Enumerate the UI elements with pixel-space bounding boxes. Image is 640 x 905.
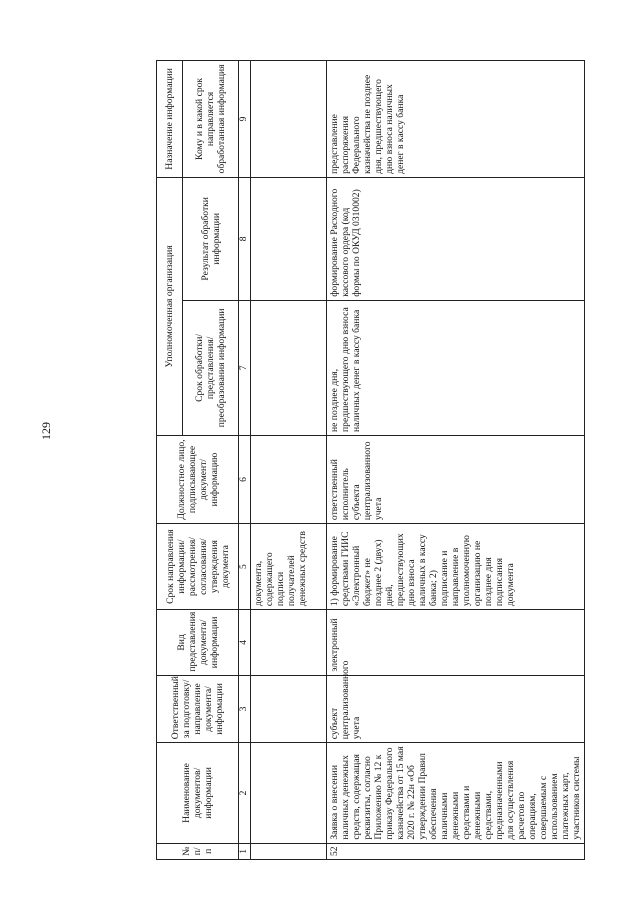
cell-empty bbox=[251, 300, 327, 435]
registry-table bbox=[156, 60, 585, 860]
cell-empty bbox=[251, 435, 327, 523]
column-number: 7 bbox=[239, 300, 251, 435]
cell-recipient: представление распоряжения Федерального казначейства не позднее дня, предшествующего дню взноса наличных денег в кассу банка bbox=[327, 61, 585, 178]
header-row-1 bbox=[157, 61, 183, 860]
header-recipient: Кому и в какой срок направляется обработанная информация bbox=[183, 61, 239, 178]
column-number: 6 bbox=[239, 435, 251, 523]
table-row-52 bbox=[327, 61, 585, 860]
cell-processing-deadline: не позднее дня, предшествующего дню взноса наличных денег в кассу банка bbox=[327, 300, 585, 435]
header-authorized-organization: Уполномоченная организация bbox=[157, 177, 183, 435]
header-deadline: Срок направления информации/ рассмотрения/ согласования/ утверждения документа bbox=[157, 524, 239, 610]
cell-empty bbox=[251, 675, 327, 743]
header-processing-result: Результат обработки информации bbox=[183, 177, 239, 300]
cell-empty bbox=[251, 610, 327, 676]
column-number: 9 bbox=[239, 61, 251, 178]
header-responsible: Ответственный за подготовку/ направление документа/ информации bbox=[157, 675, 239, 743]
cell-empty bbox=[251, 743, 327, 843]
page-number: 129 bbox=[39, 422, 53, 440]
cell-presentation-type: электронный bbox=[327, 610, 585, 676]
header-processing-deadline: Срок обработки/ представления/ преобразования информации bbox=[183, 300, 239, 435]
cell-empty bbox=[251, 177, 327, 300]
cell-number: 52 bbox=[327, 843, 585, 859]
cell-processing-result: формирование Расходного кассового ордера (код формы по ОКУД 0310002) bbox=[327, 177, 585, 300]
header-signing-official: Должностное лицо, подписывающее документ/ информацию bbox=[157, 435, 239, 523]
column-number: 5 bbox=[239, 524, 251, 610]
cell-empty bbox=[251, 61, 327, 178]
cell-document-name: Заявка о внесении наличных денежных средств, содержащая реквизиты, согласно Приложению № 12 к приказу Федерального казначейства от 15 мая 2020 г. № 22н «Об утверждении Правил обеспечения наличными денежными средствами и денежными средствами, предназначенными для осуществления расчетов по операциям, совершаемым с использованием платежных карт, участников системы bbox=[327, 743, 585, 843]
cell-deadline: документа, содержащего подписи получателей денежных средств bbox=[251, 524, 327, 610]
column-number: 2 bbox=[239, 743, 251, 843]
header-destination: Назначение информации bbox=[157, 61, 183, 178]
column-number: 3 bbox=[239, 675, 251, 743]
column-number: 8 bbox=[239, 177, 251, 300]
column-number: 1 bbox=[239, 843, 251, 859]
cell-deadline: 1) формирование средствами ГИИС «Электронный бюджет» не позднее 2 (двух) дней, предшествующих дню взноса наличных в кассу банка; 2) подписание и направление в уполномоченную организацию не позднее дня подписания документа bbox=[327, 524, 585, 610]
header-number: № п/п bbox=[157, 843, 239, 859]
table-row-continued bbox=[251, 61, 327, 860]
column-number: 4 bbox=[239, 610, 251, 676]
cell-signing-official: ответственный исполнитель субъекта централизованного учета bbox=[327, 435, 585, 523]
header-presentation-type: Вид представления документа/ информации bbox=[157, 610, 239, 676]
cell-empty bbox=[251, 843, 327, 859]
header-document-name: Наименование документов/ информации bbox=[157, 743, 239, 843]
rotated-table-container bbox=[156, 60, 582, 860]
cell-responsible: субъект централизованного учета bbox=[327, 675, 585, 743]
column-numbers-row bbox=[239, 61, 251, 860]
